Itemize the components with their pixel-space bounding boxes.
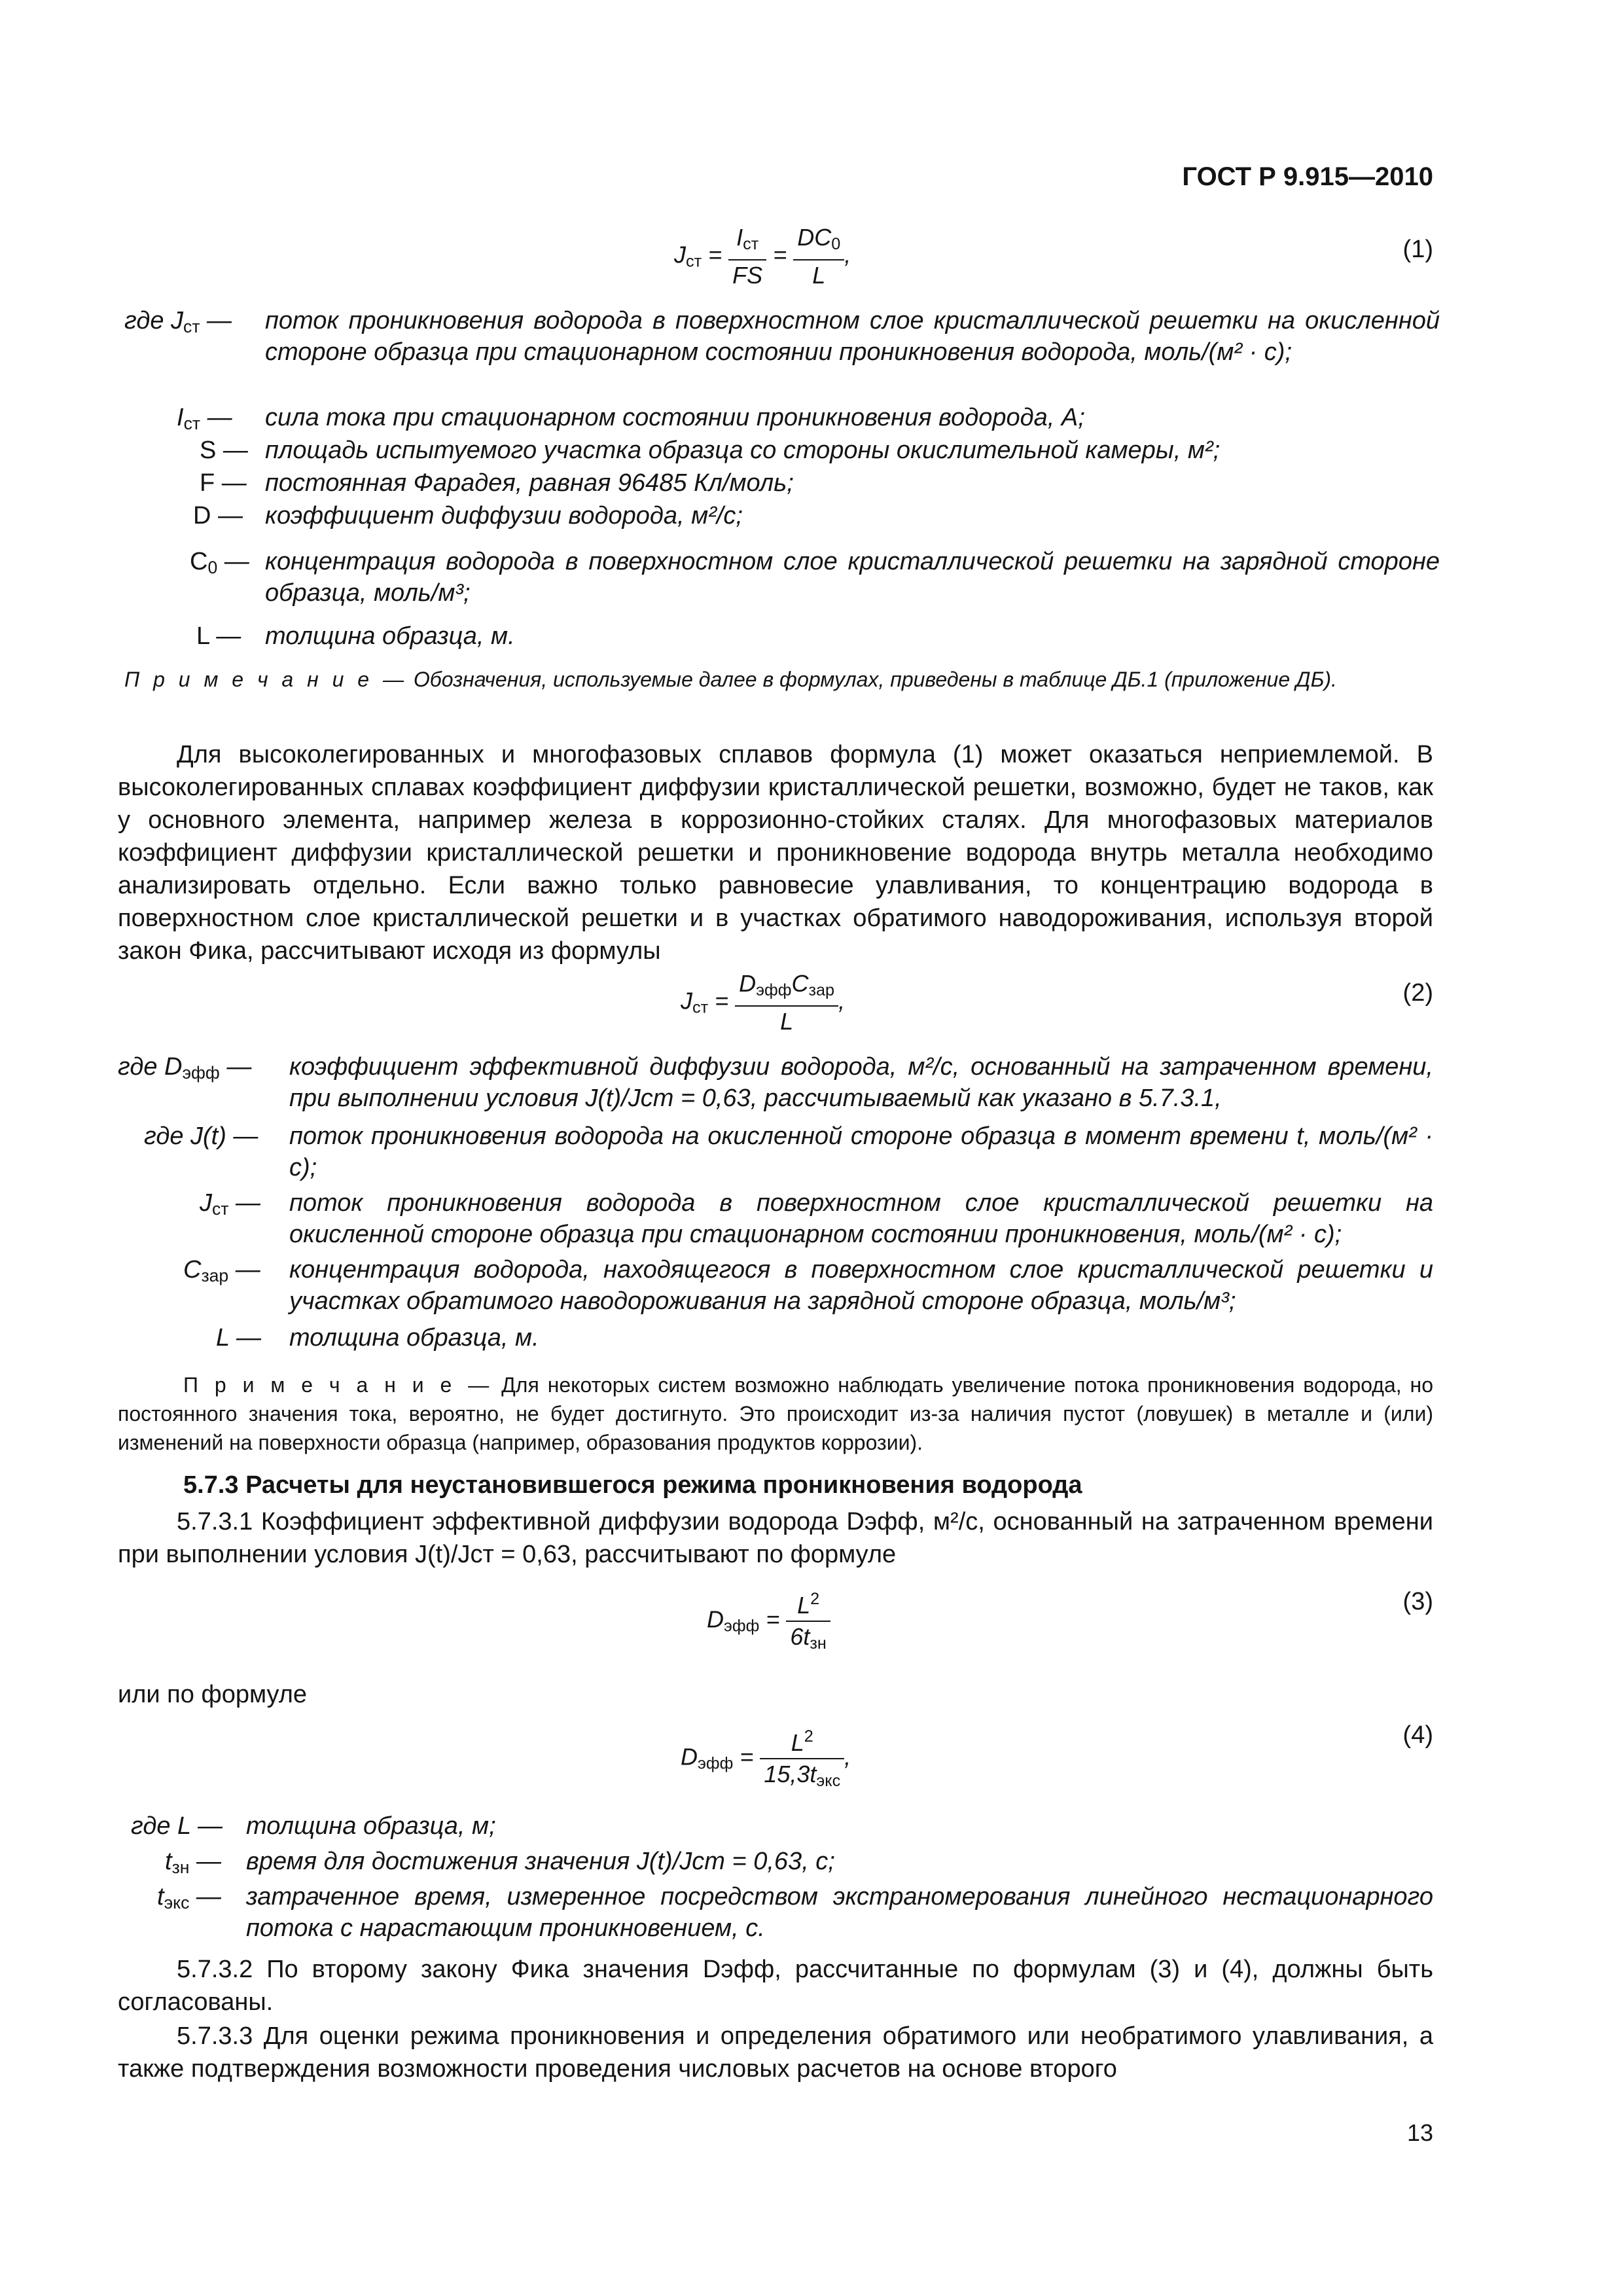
document-id: ГОСТ Р 9.915—2010: [1182, 162, 1433, 191]
note-2: [118, 1371, 1433, 1457]
symbol-j-st-2: $J_{ст}$ —: [200, 1189, 261, 1219]
note-2-text: Для некоторых систем возможно наблюдать увеличение потока проникновения водорода, но постоянного значения тока, вероятно, не будет достигнуто. Это происходит из-за наличия пустот (ловушек) в металле и (или) изменений на поверхности образца (например, образования продуктов коррозии).: [118, 1373, 1434, 1454]
or-formula-text: или по формуле: [118, 1681, 308, 1708]
symbol-l: L —: [196, 622, 241, 650]
paragraph-5731: 5.7.3.1 Коэффициент эффективной диффузии водорода Dэфф, м²/с, основанный на затраченном времени при выполнении условия J(t)/Jст = 0,63, рассчитывают по формуле: [118, 1508, 1433, 1568]
def-j-st: поток проникновения водорода в поверхностном слое кристаллической решетки на окисленной стороне образца при стационарном состоянии проникновения водорода, моль/(м² · с);: [265, 307, 1440, 366]
formula-2-number: (2): [1402, 979, 1433, 1007]
symbol-l-2: L —: [216, 1324, 262, 1352]
def-l: толщина образца, м.: [265, 622, 515, 650]
formula-2: $J_{ст}$ = $\frac{D_{эфф}C_{зар}}{L}$ ,: [681, 970, 846, 1035]
symbol-j-st: где $J_{ст}$ —: [124, 307, 232, 336]
formula-1-number: (1): [1402, 236, 1433, 263]
paragraph-1: Для высоколегированных и многофазовых сплавов формула (1) может оказаться неприемлемой. В высоколегированных сплавах коэффициент диффузии кристаллической решетки, возможно, будет не таков, как у основного элемента, например железа в коррозионно-стойких сталях. Для многофазовых материалов коэффициент диффузии кристаллической решетки и проникновение водорода внутрь металла необходимо анализировать отдельно. Если важно только равновесие улавливания, то концентрацию водорода в поверхностном слое кристаллической решетки и в участках обратимого наводороживания, используя второй закон Фика, рассчитывают исходя из формулы: [118, 741, 1433, 965]
formula-4: $D_{эфф}$ = $\frac{L^2}{15,3t_{экс}}$ ,: [681, 1721, 851, 1796]
def-d-eff: коэффициент эффективной диффузии водорода, м²/с, основанный на затраченном времени, при выполнении условия J(t)/Jст = 0,63, рассчитываемый как указано в 5.7.3.1,: [289, 1053, 1433, 1112]
symbol-f: F —: [200, 469, 247, 497]
def-l-2: толщина образца, м.: [289, 1324, 539, 1352]
def-l-3: толщина образца, м;: [246, 1812, 496, 1840]
note-1-label: П р и м е ч а н и е —: [124, 668, 408, 691]
formula-3: $D_{эфф}$ = $\frac{L^2}{6t_{зн}}$: [707, 1584, 830, 1659]
def-t-eks: затраченное время, измеренное посредством экстраномерования линейного нестационарного потока с нарастающим проникновением, с.: [246, 1883, 1433, 1942]
symbol-c0: $C_0$ —: [190, 548, 249, 577]
symbol-d: D —: [193, 502, 243, 529]
def-f: постоянная Фарадея, равная 96485 Кл/моль;: [265, 469, 794, 497]
def-c0: концентрация водорода в поверхностном слое кристаллической решетки на зарядной стороне образца, моль/м³;: [265, 548, 1440, 607]
def-c-zar: концентрация водорода, находящегося в поверхностном слое кристаллической решетки и участках обратимого наводороживания на зарядной стороне образца, моль/м³;: [289, 1256, 1433, 1315]
def-d: коэффициент диффузии водорода, м²/с;: [265, 502, 743, 529]
def-j-st-2: поток проникновения водорода в поверхностном слое кристаллической решетки на окисленной стороне образца при стационарном состоянии проникновения, моль/(м² · с);: [289, 1189, 1433, 1248]
def-s: площадь испытуемого участка образца со стороны окислительной камеры, м²;: [265, 437, 1221, 464]
paragraph-5733: 5.7.3.3 Для оценки режима проникновения и определения обратимого или необратимого улавливания, а также подтверждения возможности проведения числовых расчетов на основе второго: [118, 2022, 1433, 2083]
symbol-s: S —: [200, 437, 248, 464]
def-t-zn: время для достижения значения J(t)/Jст = 0,63, с;: [246, 1848, 835, 1875]
section-heading: 5.7.3 Расчеты для неустановившегося режима проникновения водорода: [183, 1471, 1082, 1499]
symbol-i-st: $I_{ст}$ —: [177, 404, 232, 433]
note-2-label: П р и м е ч а н и е —: [183, 1373, 493, 1397]
page-number: 13: [1406, 2119, 1433, 2146]
formula-1: $J_{ст}$ = $\frac{I_{ст}}{FS}$ = $\frac{DC_0}{L}$ ,: [674, 224, 851, 289]
symbol-c-zar: $C_{зар}$ —: [183, 1256, 260, 1285]
def-i-st: сила тока при стационарном состоянии проникновения водорода, А;: [265, 404, 1085, 431]
symbol-jt: где J(t) —: [144, 1122, 259, 1150]
symbol-d-eff: где $D_{эфф}$ —: [118, 1053, 252, 1083]
def-jt: поток проникновения водорода на окисленной стороне образца в момент времени t, моль/(м² · с);: [289, 1122, 1433, 1181]
formula-3-number: (3): [1402, 1588, 1433, 1615]
note-1: [124, 665, 1433, 694]
formula-4-number: (4): [1402, 1721, 1433, 1749]
paragraph-5732: 5.7.3.2 По второму закону Фика значения Dэфф, рассчитанные по формулам (3) и (4), должны быть согласованы.: [118, 1956, 1433, 2016]
symbol-t-eks: $t_{экс}$ —: [157, 1883, 221, 1912]
symbol-l-3: где L —: [131, 1812, 223, 1840]
symbol-t-zn: $t_{зн}$ —: [165, 1848, 222, 1877]
note-1-text: Обозначения, используемые далее в формулах, приведены в таблице ДБ.1 (приложение ДБ).: [413, 668, 1337, 691]
